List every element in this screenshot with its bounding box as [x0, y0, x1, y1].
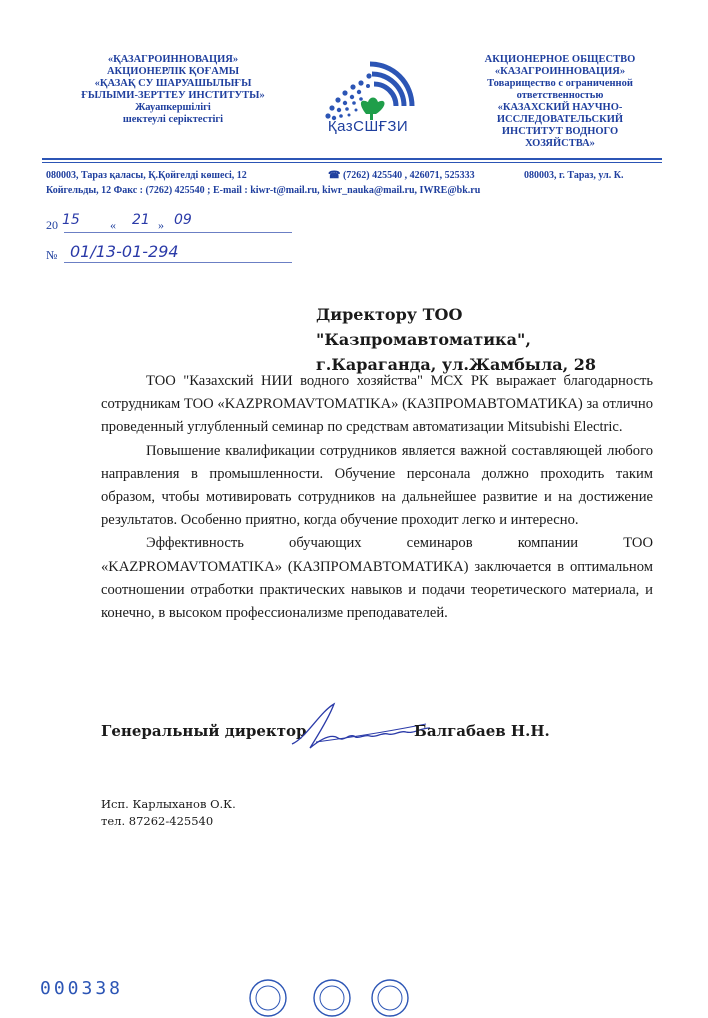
- header-left-line: «ҚАЗАГРОИННОВАЦИЯ»: [107, 54, 239, 65]
- letter-body: [101, 370, 653, 625]
- signatory-title: Генеральный директор: [101, 722, 307, 740]
- header-right-line: ИНСТИТУТ ВОДНОГО: [501, 126, 619, 137]
- quote-close: »: [158, 218, 164, 232]
- number-sign: №: [46, 248, 58, 262]
- certification-seal-icon: [248, 978, 288, 1018]
- address-russian-start: 080003, г. Тараз, ул. К.: [524, 170, 624, 181]
- header-left-line: шектеулі серіктестігі: [122, 114, 224, 125]
- month-handwritten: 09: [174, 212, 192, 228]
- header-left-line: АКЦИОНЕРЛІК ҚОҒАМЫ: [106, 66, 240, 77]
- header-left-line: «ҚАЗАҚ СУ ШАРУАШЫЛЫҒЫ: [94, 78, 252, 89]
- signatory-name: Балгабаев Н.Н.: [414, 722, 550, 740]
- header-divider-thick: [42, 158, 662, 160]
- year-handwritten: 15: [62, 212, 80, 228]
- address-kazakh: 080003, Тараз қаласы, Қ.Қойгелді көшесі, 12: [46, 170, 247, 181]
- certification-seal-icon: [370, 978, 410, 1018]
- addressee-block: [316, 302, 676, 377]
- header-right-line: «КАЗАГРОИННОВАЦИЯ»: [494, 66, 626, 77]
- header-left-line: ҒЫЛЫМИ-ЗЕРТТЕУ ИНСТИТУТЫ»: [81, 90, 265, 101]
- executor-block: [101, 796, 236, 830]
- outgoing-date-row: [46, 214, 296, 236]
- logo-wordmark: ҚазСШҒЗИ: [327, 118, 409, 135]
- paragraph-2: Повышение квалификации сотрудников является важной составляющей любого направления в промышленности. Обучение персонала должно проходить таким образом, чтобы мотивировать сотрудников на дальнейшее развитие и на достижение результатов. Особенно приятно, когда обучение проходит легко и интересно.: [101, 442, 653, 529]
- quote-open: «: [110, 218, 116, 232]
- header-right-line: ИССЛЕДОВАТЕЛЬСКИЙ: [496, 114, 624, 125]
- header-left-block: [48, 54, 298, 126]
- header-left-line: Жауапкершілігі: [135, 102, 211, 113]
- header-right-line: Товарищество с ограниченной: [487, 78, 633, 89]
- paragraph-1: ТОО "Казахский НИИ водного хозяйства" МСХ РК выражает благодарность сотрудникам ТОО «KAZPROMAVTOMATIKA» (КАЗПРОМАВТОМАТИКА) за отлично проведенный углубленный семинар по средствам автоматизации Mitsubishi Electric.: [101, 373, 653, 436]
- day-handwritten: 21: [132, 212, 150, 228]
- number-handwritten: 01/13-01-294: [70, 242, 179, 261]
- executor-phone: тел. 87262-425540: [101, 814, 214, 828]
- header-divider-thin: [42, 162, 662, 163]
- phone-numbers: ☎ (7262) 425540 , 426071, 525333: [328, 170, 475, 181]
- executor-name: Исп. Карлыханов О.К.: [101, 797, 236, 811]
- header-right-line: ХОЗЯЙСТВА»: [525, 138, 595, 149]
- outgoing-number-row: [46, 244, 296, 266]
- header-right-line: ответственностью: [516, 90, 604, 101]
- addressee-line-1: Директору ТОО "Казпромавтоматика",: [316, 305, 531, 349]
- addressee-line-2: г.Караганда, ул.Жамбыла, 28: [316, 355, 597, 374]
- header-right-line: «КАЗАХСКИЙ НАУЧНО-: [497, 102, 623, 113]
- header-right-line: АКЦИОНЕРНОЕ ОБЩЕСТВО: [484, 54, 636, 65]
- header-right-block: [450, 54, 670, 150]
- certification-seal-icon: [312, 978, 352, 1018]
- address-contacts-line: Койгельды, 12 Факс : (7262) 425540 ; E-mail : kiwr-t@mail.ru, kiwr_nauka@mail.ru, IWRE@bk.ru: [46, 185, 481, 196]
- form-serial-number: 000338: [40, 978, 124, 999]
- address-block: [46, 168, 666, 198]
- year-prefix: 20: [46, 218, 58, 232]
- paragraph-3: Эффективность обучающих семинаров компании ТОО «KAZPROMAVTOMATIKA» (КАЗПРОМАВТОМАТИКА) заключается в оптимальном соотношении отработки практических навыков и подачи теоретического материала, и конечно, в высоком профессионализме преподавателей.: [101, 535, 653, 622]
